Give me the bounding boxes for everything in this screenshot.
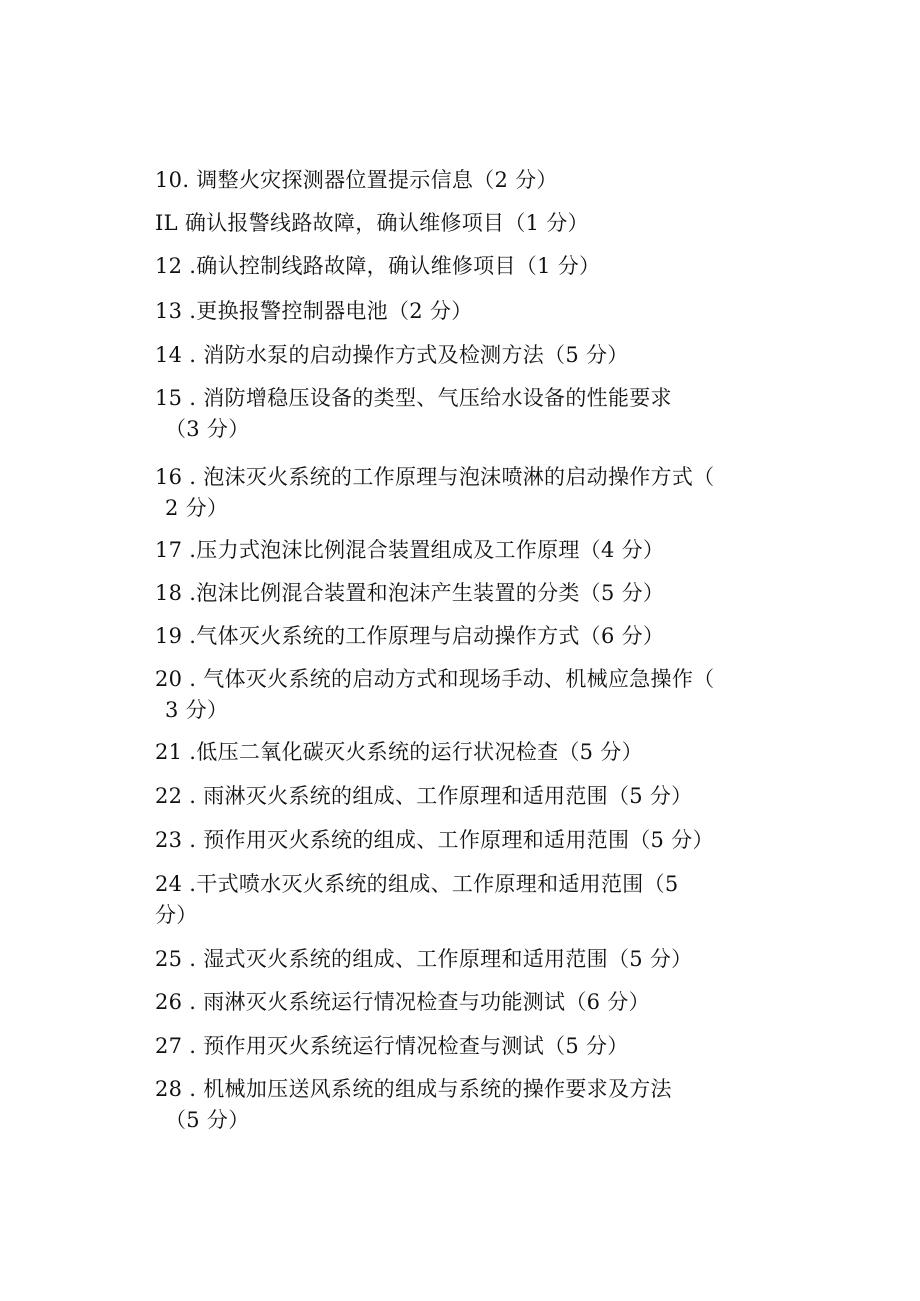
list-item: [155, 578, 770, 609]
list-item: [155, 383, 770, 445]
list-item: [155, 296, 770, 327]
list-item: [155, 1074, 770, 1136]
list-item: [155, 944, 770, 975]
item-text: 25 . 湿式灭火系统的组成、工作原理和适用范围（5 分）: [155, 947, 693, 971]
list-item: [155, 869, 770, 931]
item-text: 20 . 气体灭火系统的启动方式和现场手动、机械应急操作（: [155, 667, 715, 691]
item-text: 15 . 消防增稳压设备的类型、气压给水设备的性能要求: [155, 386, 672, 410]
item-text-continued: 3 分）: [165, 698, 229, 722]
list-item: [155, 664, 770, 726]
list-item: [155, 987, 770, 1018]
item-text-continued: （5 分）: [165, 1108, 250, 1132]
item-text: 26 . 雨淋灭火系统运行情况检查与功能测试（6 分）: [155, 990, 650, 1014]
item-text: 23 . 预作用灭火系统的组成、工作原理和适用范围（5 分）: [155, 828, 714, 852]
item-text: 13 .更换报警控制器电池（2 分）: [155, 299, 473, 323]
item-text: 18 .泡沫比例混合装置和泡沫产生装置的分类（5 分）: [155, 581, 665, 605]
list-item: [155, 251, 770, 282]
item-text: IL 确认报警线路故障，确认维修项目（1 分）: [155, 211, 589, 235]
list-item: [155, 462, 770, 524]
list-item: [155, 208, 770, 239]
item-text: 17 .压力式泡沫比例混合装置组成及工作原理（4 分）: [155, 538, 665, 562]
item-text: 22 . 雨淋灭火系统的组成、工作原理和适用范围（5 分）: [155, 784, 693, 808]
list-item: [155, 340, 770, 371]
item-text-continued: （3 分）: [165, 417, 250, 441]
list-item: [155, 781, 770, 812]
item-text: 28 . 机械加压送风系统的组成与系统的操作要求及方法: [155, 1077, 672, 1101]
item-text-continued: 分）: [155, 903, 198, 927]
list-item: [155, 165, 770, 196]
item-text-continued: 2 分）: [165, 496, 229, 520]
list-item: [155, 621, 770, 652]
item-text: 14 . 消防水泵的启动操作方式及检测方法（5 分）: [155, 343, 629, 367]
list-item: [155, 825, 770, 856]
item-text: 21 .低压二氧化碳灭火系统的运行状况检查（5 分）: [155, 740, 643, 764]
list-item: [155, 1031, 770, 1062]
item-text: 24 .干式喷水灭火系统的组成、工作原理和适用范围（5: [155, 872, 679, 896]
item-text: 16 . 泡沫灭火系统的工作原理与泡沫喷淋的启动操作方式（: [155, 465, 715, 489]
item-text: 27 . 预作用灭火系统运行情况检查与测试（5 分）: [155, 1034, 629, 1058]
item-text: 10. 调整火灾探测器位置提示信息（2 分）: [155, 168, 558, 192]
list-item: [155, 535, 770, 566]
item-text: 19 .气体灭火系统的工作原理与启动操作方式（6 分）: [155, 624, 665, 648]
list-item: [155, 737, 770, 768]
item-text: 12 .确认控制线路故障，确认维修项目（1 分）: [155, 254, 601, 278]
